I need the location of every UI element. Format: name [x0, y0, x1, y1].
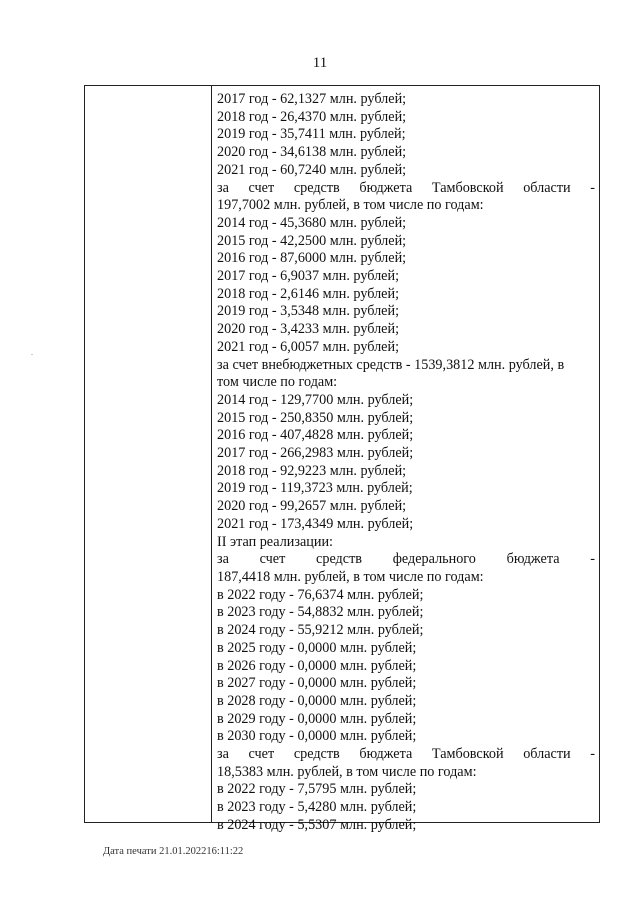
text-line: 2019 год - 35,7411 млн. рублей;: [217, 126, 406, 143]
text-line: в 2023 году - 54,8832 млн. рублей;: [217, 604, 424, 621]
text-line: 18,5383 млн. рублей, в том числе по годам:: [217, 763, 477, 780]
text-line: в 2024 году - 5,5307 млн. рублей;: [217, 816, 417, 833]
text-line: 2021 год - 60,7240 млн. рублей;: [217, 161, 407, 178]
text-line: 187,4418 млн. рублей, в том числе по годам:: [217, 568, 484, 585]
text-line: 197,7002 млн. рублей, в том числе по годам:: [217, 197, 484, 214]
text-line: в 2028 году - 0,0000 млн. рублей;: [217, 692, 417, 709]
text-line: 2015 год - 42,2500 млн. рублей;: [217, 232, 407, 249]
text-line: в 2024 году - 55,9212 млн. рублей;: [217, 622, 424, 639]
text-line: 2018 год - 26,4370 млн. рублей;: [217, 108, 407, 125]
text-line: 2014 год - 129,7700 млн. рублей;: [217, 391, 414, 408]
text-line: 2019 год - 119,3723 млн. рублей;: [217, 480, 413, 497]
text-line: 2019 год - 3,5348 млн. рублей;: [217, 303, 400, 320]
text-line: 2016 год - 87,6000 млн. рублей;: [217, 250, 407, 267]
text-line: 2014 год - 45,3680 млн. рублей;: [217, 214, 407, 231]
text-line: за счет средств федерального бюджета -: [217, 551, 595, 568]
text-line: 2017 год - 266,2983 млн. рублей;: [217, 445, 414, 462]
text-line: в 2022 году - 76,6374 млн. рублей;: [217, 586, 424, 603]
text-line: 2017 год - 6,9037 млн. рублей;: [217, 268, 400, 285]
text-line: II этап реализации:: [217, 533, 333, 550]
text-line: за счет внебюджетных средств - 1539,3812 млн. рублей, в: [217, 356, 565, 373]
print-date-footer: Дата печати 21.01.202216:11:22: [103, 846, 244, 857]
document-table: [84, 85, 600, 833]
text-line: в 2027 году - 0,0000 млн. рублей;: [217, 675, 417, 692]
text-line: 2018 год - 92,9223 млн. рублей;: [217, 462, 407, 479]
text-line: 2016 год - 407,4828 млн. рублей;: [217, 427, 414, 444]
text-line: том числе по годам:: [217, 374, 338, 391]
text-line: 2020 год - 3,4233 млн. рублей;: [217, 321, 400, 338]
text-line: 2018 год - 2,6146 млн. рублей;: [217, 285, 400, 302]
text-line: в 2026 году - 0,0000 млн. рублей;: [217, 657, 417, 674]
text-line: за счет средств бюджета Тамбовской области -: [217, 746, 595, 763]
text-line: в 2022 году - 7,5795 млн. рублей;: [217, 781, 417, 798]
text-line: 2020 год - 34,6138 млн. рублей;: [217, 144, 407, 161]
text-line: в 2030 году - 0,0000 млн. рублей;: [217, 728, 417, 745]
text-line: в 2025 году - 0,0000 млн. рублей;: [217, 639, 417, 656]
text-line: 2020 год - 99,2657 млн. рублей;: [217, 498, 407, 515]
text-line: в 2029 году - 0,0000 млн. рублей;: [217, 710, 417, 727]
text-line: 2021 год - 6,0057 млн. рублей;: [217, 338, 400, 355]
text-line: в 2023 году - 5,4280 млн. рублей;: [217, 799, 417, 816]
text-line: 2017 год - 62,1327 млн. рублей;: [217, 91, 407, 107]
page-number: 11: [312, 55, 328, 71]
margin-mark: .: [31, 348, 33, 357]
text-line: 2021 год - 173,4349 млн. рублей;: [217, 515, 414, 532]
text-line: 2015 год - 250,8350 млн. рублей;: [217, 409, 414, 426]
column-divider: [211, 86, 212, 822]
text-line: за счет средств бюджета Тамбовской области -: [217, 179, 595, 196]
financing-text-cell: [217, 91, 595, 835]
